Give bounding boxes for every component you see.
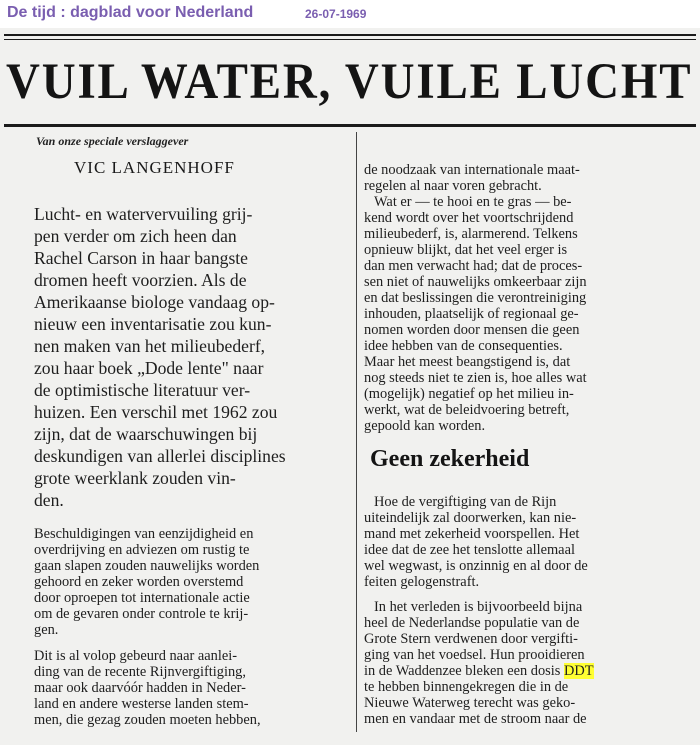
text-line: (mogelijk) negatief op het milieu in- — [364, 386, 574, 402]
text-line: feiten gelogenstraft. — [364, 574, 480, 590]
text-line: nen maken van het milieubederf, — [34, 336, 266, 356]
text-line: zou haar boek „Dode lente" naar — [34, 358, 264, 378]
text-line: door oproepen tot internationale actie — [34, 590, 250, 606]
text-line: mand met zekerheid voorspellen. Het — [364, 526, 580, 542]
text-line: werkt, wat de beleidvoering betreft, — [364, 402, 570, 418]
article-headline: VUIL WATER, VUILE LUCHT — [6, 54, 693, 110]
text-line: gepoold kan worden. — [364, 418, 486, 434]
text-line: idee dat de zee het tenslotte allemaal — [364, 542, 575, 558]
headline-rule — [4, 124, 696, 127]
lead-paragraph — [34, 203, 346, 511]
text-line: gaan slapen zouden nauwelijks worden — [34, 558, 260, 574]
byline-name: VIC LANGENHOFF — [74, 158, 235, 177]
text-line: kend wordt over het voortschrijdend — [364, 210, 574, 226]
paragraph-2 — [34, 526, 346, 638]
text-line: overdrijving en adviezen om rustig te — [34, 542, 250, 558]
text-line: milieubederf, is, alarmerend. Telkens — [364, 226, 578, 242]
right-column-bottom — [364, 599, 694, 727]
subheading: Geen zekerheid — [370, 446, 530, 472]
ddt-line — [364, 663, 694, 679]
top-rule-thin — [4, 39, 696, 40]
text-line: land en andere westerse landen stem- — [34, 696, 249, 712]
text-line: Amerikaanse biologe vandaag op- — [34, 292, 275, 312]
paragraph-3 — [34, 648, 346, 728]
text-line: en dat beslissingen die verontreiniging — [364, 290, 587, 306]
text-line: huizen. Een verschil met 1962 zou — [34, 402, 278, 422]
text-line: Maar het meest beangstigend is, dat — [364, 354, 571, 370]
text-line: nog steeds niet te zien is, hoe alles wat — [364, 370, 587, 386]
text-line: de noodzaak van internationale maat- — [364, 162, 580, 178]
text-line: de optimistische literatuur ver- — [34, 380, 251, 400]
source-title: De tijd : dagblad voor Nederland — [7, 4, 254, 21]
text-line: maar ook daarvóór hadden in Neder- — [34, 680, 246, 696]
text-line: Hoe de vergiftiging van de Rijn — [374, 494, 557, 510]
text-line: Wat er — te hooi en te gras — be- — [374, 194, 572, 210]
text-line: ding van de recente Rijnvergiftiging, — [34, 664, 246, 680]
text-line: uiteindelijk zal doorwerken, kan nie- — [364, 510, 577, 526]
text-line: regelen al naar voren gebracht. — [364, 178, 542, 194]
source-date: 26-07-1969 — [305, 7, 367, 21]
text-line: men, die gezag zouden moeten hebben, — [34, 712, 261, 728]
text-line: Beschuldigingen van eenzijdigheid en — [34, 526, 254, 542]
text-line: gen. — [34, 622, 59, 638]
text-line: deskundigen van allerlei disciplines — [34, 446, 286, 466]
text-line: Dit is al volop gebeurd naar aanlei- — [34, 648, 237, 664]
text-line: om de gevaren onder controle te krij- — [34, 606, 249, 622]
text-line: idee hebben van de consequenties. — [364, 338, 563, 354]
text-line: Grote Stern verdwenen door vergifti- — [364, 631, 578, 647]
ddt-highlight: DDT — [563, 663, 594, 679]
text-line: te hebben binnengekregen die in de — [364, 679, 569, 695]
text-line: opnieuw blijkt, dat het veel erger is — [364, 242, 568, 258]
right-column-middle — [364, 494, 694, 590]
top-rule — [4, 34, 696, 36]
text-line: gehoord en zeker worden overstemd — [34, 574, 244, 590]
text-line: Lucht- en watervervuiling grij- — [34, 204, 253, 224]
text-line: den. — [34, 490, 64, 510]
column-divider — [356, 132, 357, 732]
text-line: nomen worden door mensen die geen — [364, 322, 580, 338]
text-line: In het verleden is bijvoorbeeld bijna — [374, 599, 583, 615]
text-line: dromen heeft voorzien. Als de — [34, 270, 247, 290]
text-line: heel de Nederlandse populatie van de — [364, 615, 580, 631]
text-line: Rachel Carson in haar bangste — [34, 248, 248, 268]
source-header — [0, 0, 700, 28]
text-line: sen niet of nauwelijks omkeerbaar zijn — [364, 274, 587, 290]
text-line: ging van het voedsel. Hun prooidieren — [364, 647, 585, 663]
text-line: wel wegwast, is onzinnig en al door de — [364, 558, 588, 574]
text-line: zijn, dat de waarschuwingen bij — [34, 424, 258, 444]
text-line: grote weerklank zouden vin- — [34, 468, 236, 488]
text-line: dan men verwacht had; dat de proces- — [364, 258, 583, 274]
right-column-top — [364, 162, 694, 434]
text-line: men en vandaar met de stroom naar de — [364, 711, 587, 727]
ddt-line-prefix: in de Waddenzee bleken een dosis — [364, 663, 564, 679]
text-line: pen verder om zich heen dan — [34, 226, 237, 246]
text-line: nieuw een inventarisatie zou kun- — [34, 314, 272, 334]
text-line: inhouden, plaatselijk of regionaal ge- — [364, 306, 579, 322]
byline-intro: Van onze speciale verslaggever — [36, 134, 189, 148]
text-line: Nieuwe Waterweg terecht was geko- — [364, 695, 576, 711]
